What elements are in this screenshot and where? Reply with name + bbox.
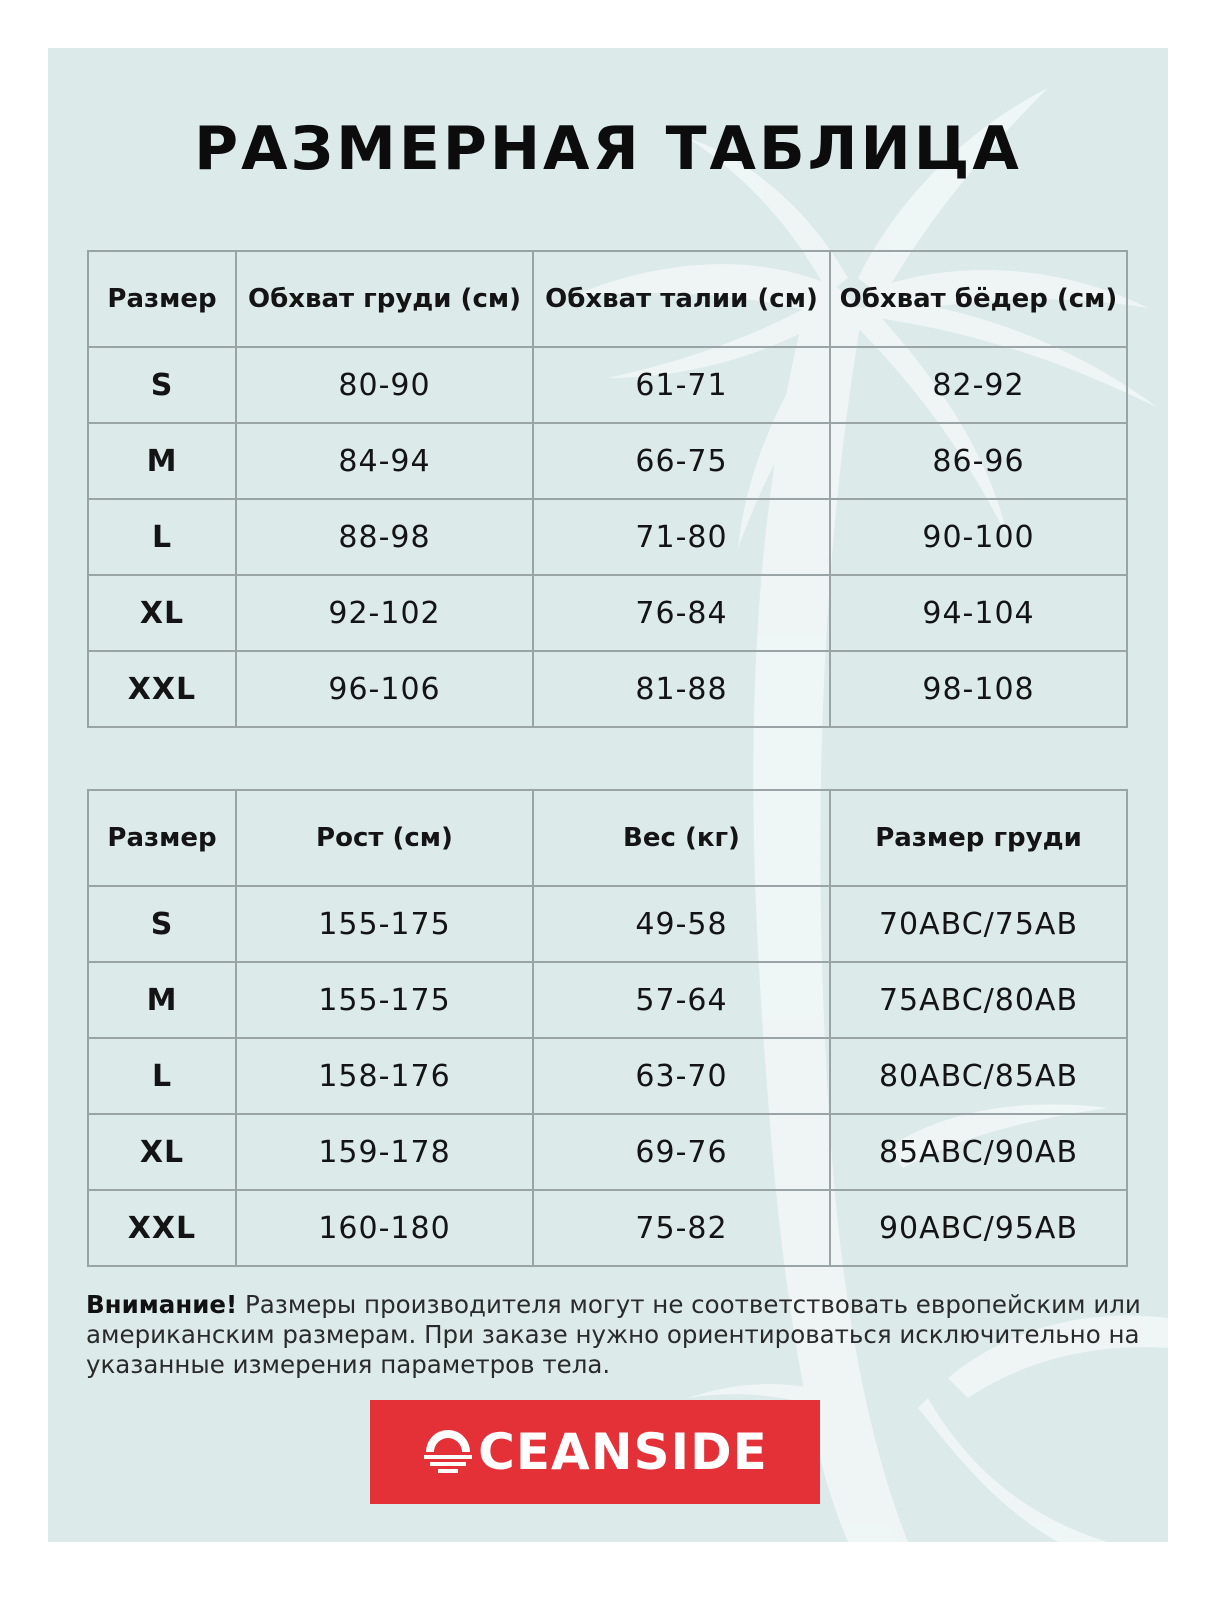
table-row [88, 1038, 1127, 1114]
table-row [88, 1190, 1127, 1266]
height-weight-table [87, 789, 1128, 1267]
header-height: Рост (см) [236, 790, 533, 886]
bra-size-cell: 90ABC/95AB [830, 1190, 1127, 1266]
weight-cell: 63-70 [533, 1038, 830, 1114]
size-cell: M [88, 962, 236, 1038]
size-chart-card [48, 48, 1168, 1542]
size-cell: S [88, 347, 236, 423]
waist-cell: 76-84 [533, 575, 830, 651]
header-bra-size: Размер груди [830, 790, 1127, 886]
hips-cell: 82-92 [830, 347, 1127, 423]
bra-size-cell: 80ABC/85AB [830, 1038, 1127, 1114]
disclaimer-notice [86, 1290, 1146, 1380]
height-cell: 158-176 [236, 1038, 533, 1114]
waist-cell: 66-75 [533, 423, 830, 499]
table-header-row [88, 251, 1127, 347]
header-hips: Обхват бёдер (см) [830, 251, 1127, 347]
header-size: Размер [88, 251, 236, 347]
weight-cell: 57-64 [533, 962, 830, 1038]
header-chest: Обхват груди (см) [236, 251, 533, 347]
notice-lead: Внимание! [86, 1290, 238, 1319]
chest-cell: 80-90 [236, 347, 533, 423]
size-cell: L [88, 1038, 236, 1114]
size-cell: XXL [88, 651, 236, 727]
notice-text: Размеры производителя могут не соответствовать европейским или американским размерам. При заказе нужно ориентироваться исключительно на указанные измерения параметров тела. [86, 1290, 1141, 1379]
size-cell: XL [88, 575, 236, 651]
chest-cell: 92-102 [236, 575, 533, 651]
table-row [88, 886, 1127, 962]
height-cell: 155-175 [236, 962, 533, 1038]
chest-cell: 88-98 [236, 499, 533, 575]
hips-cell: 98-108 [830, 651, 1127, 727]
size-cell: L [88, 499, 236, 575]
size-cell: XXL [88, 1190, 236, 1266]
weight-cell: 75-82 [533, 1190, 830, 1266]
weight-cell: 49-58 [533, 886, 830, 962]
height-cell: 160-180 [236, 1190, 533, 1266]
table-row [88, 347, 1127, 423]
bra-size-cell: 75ABC/80AB [830, 962, 1127, 1038]
brand-name: CEANSIDE [478, 1423, 768, 1481]
table-row [88, 1114, 1127, 1190]
table-row [88, 651, 1127, 727]
size-cell: XL [88, 1114, 236, 1190]
page-title: РАЗМЕРНАЯ ТАБЛИЦА [194, 114, 1022, 184]
waist-cell: 71-80 [533, 499, 830, 575]
size-cell: M [88, 423, 236, 499]
table-row [88, 962, 1127, 1038]
table-row [88, 575, 1127, 651]
header-waist: Обхват талии (см) [533, 251, 830, 347]
table-row [88, 499, 1127, 575]
brand-logo [370, 1400, 820, 1504]
weight-cell: 69-76 [533, 1114, 830, 1190]
hips-cell: 90-100 [830, 499, 1127, 575]
height-cell: 159-178 [236, 1114, 533, 1190]
body-measurements-table [87, 250, 1128, 728]
table-row [88, 423, 1127, 499]
chest-cell: 96-106 [236, 651, 533, 727]
waist-cell: 61-71 [533, 347, 830, 423]
size-cell: S [88, 886, 236, 962]
hips-cell: 86-96 [830, 423, 1127, 499]
header-size: Размер [88, 790, 236, 886]
header-weight: Вес (кг) [533, 790, 830, 886]
table-header-row [88, 790, 1127, 886]
bra-size-cell: 85ABC/90AB [830, 1114, 1127, 1190]
height-cell: 155-175 [236, 886, 533, 962]
chest-cell: 84-94 [236, 423, 533, 499]
hips-cell: 94-104 [830, 575, 1127, 651]
bra-size-cell: 70ABC/75AB [830, 886, 1127, 962]
sun-wave-icon [422, 1430, 474, 1474]
waist-cell: 81-88 [533, 651, 830, 727]
